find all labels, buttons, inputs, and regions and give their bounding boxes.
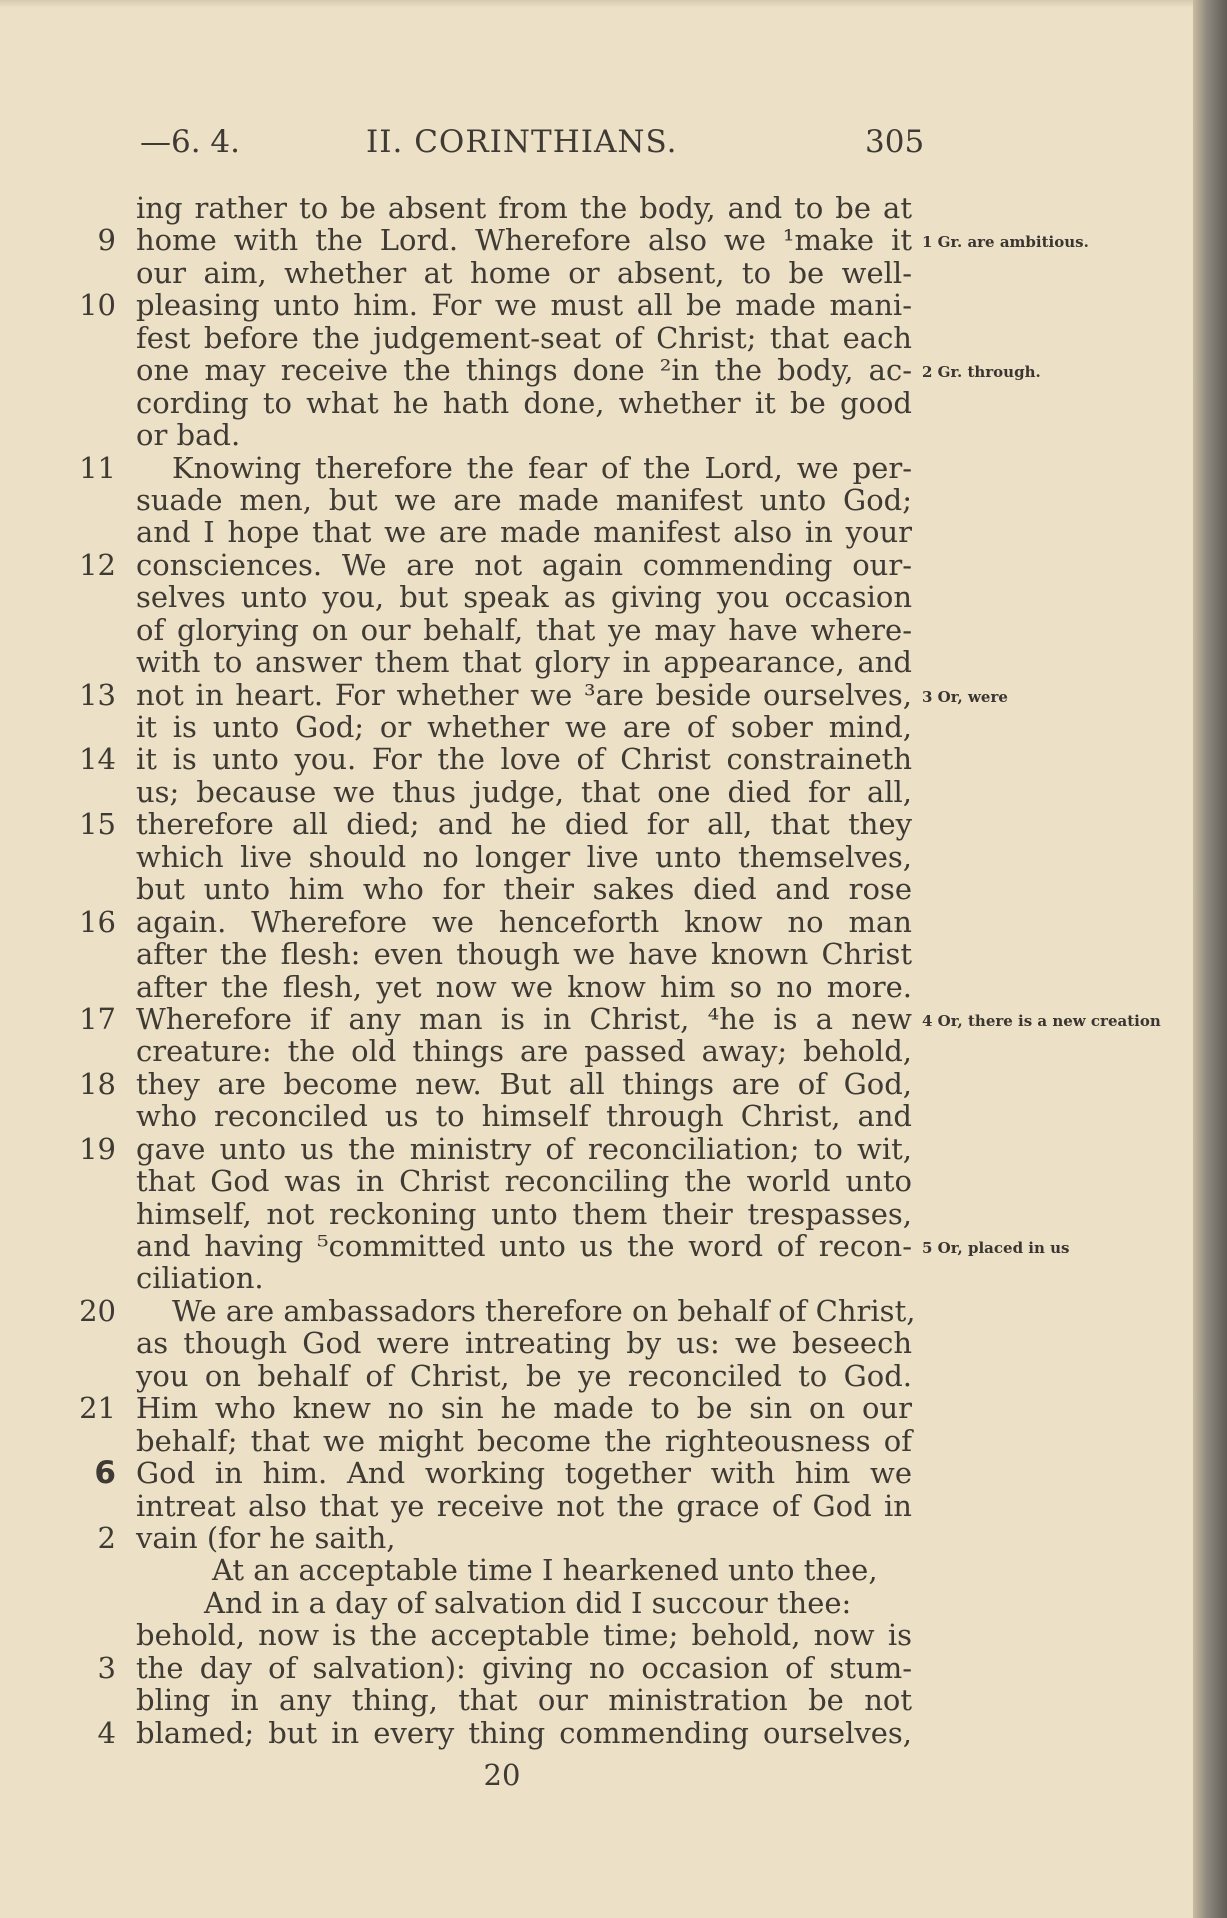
verse-number: 4 (97, 1715, 116, 1750)
text-line (0, 808, 1227, 840)
verse-number: 20 (79, 1293, 116, 1328)
line-text: fest before the judgement-seat of Christ; that each (136, 320, 912, 355)
line-text: behold, now is the acceptable time; behold, now is (136, 1618, 912, 1653)
text-line (0, 516, 1227, 548)
verse-number: 15 (79, 807, 116, 842)
line-text: Wherefore if any man is in Christ, ⁴he is a new (136, 1001, 912, 1036)
verse-number: 21 (79, 1391, 116, 1426)
line-text: our aim, whether at home or absent, to be well- (136, 255, 912, 290)
text-line (0, 1198, 1227, 1230)
line-text: himself, not reckoning unto them their trespasses, (136, 1196, 912, 1231)
text-line (0, 776, 1227, 808)
line-text: but unto him who for their sakes died and rose (136, 872, 912, 907)
line-text: gave unto us the ministry of reconciliation; to wit, (136, 1131, 912, 1166)
line-text: God in him. And working together with him we (136, 1456, 912, 1491)
text-line (0, 1392, 1227, 1424)
line-text: of glorying on our behalf, that ye may have where- (136, 612, 912, 647)
text-line (0, 1684, 1227, 1716)
line-text: cording to what he hath done, whether it be good (136, 385, 912, 420)
line-text: it is unto God; or whether we are of sober mind, (136, 710, 912, 744)
text-line (0, 679, 1227, 711)
line-text: intreat also that ye receive not the grace of God in (136, 1488, 912, 1523)
text-line (0, 1262, 1227, 1294)
page-top-shade (0, 0, 1227, 8)
line-text: and I hope that we are made manifest also in your (136, 515, 912, 550)
line-text: home with the Lord. Wherefore also we ¹make it (136, 223, 912, 258)
verse-number: 19 (79, 1131, 116, 1166)
line-text: us; because we thus judge, that one died for all, (136, 774, 912, 809)
book-title: II. CORINTHIANS. (366, 124, 678, 160)
text-line (0, 1295, 1227, 1327)
text-line (0, 257, 1227, 289)
text-line (0, 549, 1227, 581)
text-line (0, 1068, 1227, 1100)
text-line (0, 1100, 1227, 1132)
line-text: therefore all died; and he died for all, that they (136, 807, 912, 842)
text-line (0, 743, 1227, 775)
margin-note: 4 Or, there is a new creation (922, 1011, 1161, 1030)
text-line (0, 1035, 1227, 1067)
text-line (0, 1490, 1227, 1522)
text-line (0, 614, 1227, 646)
text-line (0, 1554, 1227, 1586)
text-line (0, 1360, 1227, 1392)
line-text: creature: the old things are passed away; behold, (136, 1034, 912, 1069)
verse-number: 18 (79, 1066, 116, 1101)
line-text: not in heart. For whether we ³are beside ourselves, (136, 677, 912, 712)
chapter-reference: —6. 4. (140, 124, 241, 160)
text-line (0, 1165, 1227, 1197)
line-text: that God was in Christ reconciling the world unto (136, 1164, 912, 1199)
text-line (0, 1587, 1227, 1619)
margin-note: 1 Gr. are ambitious. (922, 233, 1089, 252)
line-text: vain (for he saith, (136, 1520, 396, 1555)
line-text: ing rather to be absent from the body, and to be at (136, 191, 912, 225)
running-header (0, 124, 1000, 174)
signature-mark (0, 1758, 1002, 1792)
line-text: again. Wherefore we henceforth know no man (136, 904, 912, 939)
verse-number: 12 (79, 547, 116, 582)
text-line (0, 192, 1227, 224)
line-text: And in a day of salvation did I succour thee: (204, 1585, 852, 1620)
text-line (0, 938, 1227, 970)
line-text: it is unto you. For the love of Christ constraineth (136, 742, 912, 777)
text-line (0, 1652, 1227, 1684)
verse-number: 9 (97, 223, 116, 258)
line-text: consciences. We are not again commending our- (136, 547, 912, 582)
verse-number: 10 (79, 288, 116, 323)
text-line (0, 971, 1227, 1003)
line-text: as though God were intreating by us: we beseech (136, 1326, 912, 1361)
line-text: with to answer them that glory in appearance, and (136, 645, 912, 680)
verse-number: 16 (79, 904, 116, 939)
page-number: 305 (865, 124, 925, 160)
line-text: blamed; but in every thing commending ourselves, (136, 1715, 912, 1750)
text-line (0, 581, 1227, 613)
text-line (0, 1003, 1227, 1035)
line-text: ciliation. (136, 1261, 264, 1296)
text-line (0, 1619, 1227, 1651)
verse-number: 14 (79, 742, 116, 777)
line-text: after the flesh: even though we have known Christ (136, 937, 912, 972)
text-line (0, 1327, 1227, 1359)
text-line (0, 354, 1227, 386)
line-text: they are become new. But all things are of God, (136, 1066, 912, 1101)
chapter-number: 6 (94, 1455, 116, 1492)
text-line (0, 1425, 1227, 1457)
verse-number: 2 (97, 1520, 116, 1555)
text-line (0, 322, 1227, 354)
text-line (0, 1522, 1227, 1554)
text-line (0, 387, 1227, 419)
text-line (0, 289, 1227, 321)
line-text: suade men, but we are made manifest unto God; (136, 482, 912, 517)
margin-note: 5 Or, placed in us (922, 1239, 1070, 1257)
line-text: pleasing unto him. For we must all be made mani- (136, 288, 912, 323)
line-text: selves unto you, but speak as giving you occasion (136, 580, 912, 615)
line-text: Knowing therefore the fear of the Lord, we per- (172, 450, 912, 485)
margin-note: 3 Or, were (922, 687, 1008, 706)
text-line (0, 873, 1227, 905)
scripture-text (0, 192, 1227, 1749)
line-text: We are ambassadors therefore on behalf of Christ, (172, 1293, 916, 1328)
line-text: bling in any thing, that our ministration be not (136, 1683, 912, 1718)
text-line (0, 419, 1227, 451)
line-text: who reconciled us to himself through Christ, and (136, 1099, 912, 1134)
text-line (0, 484, 1227, 516)
line-text: after the flesh, yet now we know him so no more. (136, 969, 912, 1004)
margin-note: 2 Gr. through. (922, 363, 1041, 382)
text-line (0, 1230, 1227, 1262)
verse-number: 3 (97, 1650, 116, 1685)
verse-number: 17 (79, 1001, 116, 1036)
text-line (0, 906, 1227, 938)
text-line (0, 224, 1227, 256)
line-text: one may receive the things done ²in the body, ac- (136, 353, 912, 388)
line-text: and having ⁵committed unto us the word of recon- (136, 1229, 912, 1263)
text-line (0, 646, 1227, 678)
text-line (0, 841, 1227, 873)
verse-number: 13 (79, 677, 116, 712)
text-line (0, 1455, 1227, 1492)
verse-number: 11 (79, 450, 116, 485)
text-line (0, 452, 1227, 484)
line-text: or bad. (136, 418, 241, 453)
line-text: which live should no longer live unto themselves, (136, 839, 912, 874)
line-text: Him who knew no sin he made to be sin on our (136, 1391, 912, 1426)
line-text: you on behalf of Christ, be ye reconciled to God. (136, 1358, 912, 1393)
line-text: the day of salvation): giving no occasion of stum- (136, 1650, 912, 1685)
line-text: At an acceptable time I hearkened unto thee, (212, 1553, 878, 1588)
text-line (0, 711, 1227, 743)
text-line (0, 1717, 1227, 1749)
line-text: behalf; that we might become the righteousness of (136, 1423, 912, 1458)
text-line (0, 1133, 1227, 1165)
signature-number: 20 (483, 1758, 521, 1792)
